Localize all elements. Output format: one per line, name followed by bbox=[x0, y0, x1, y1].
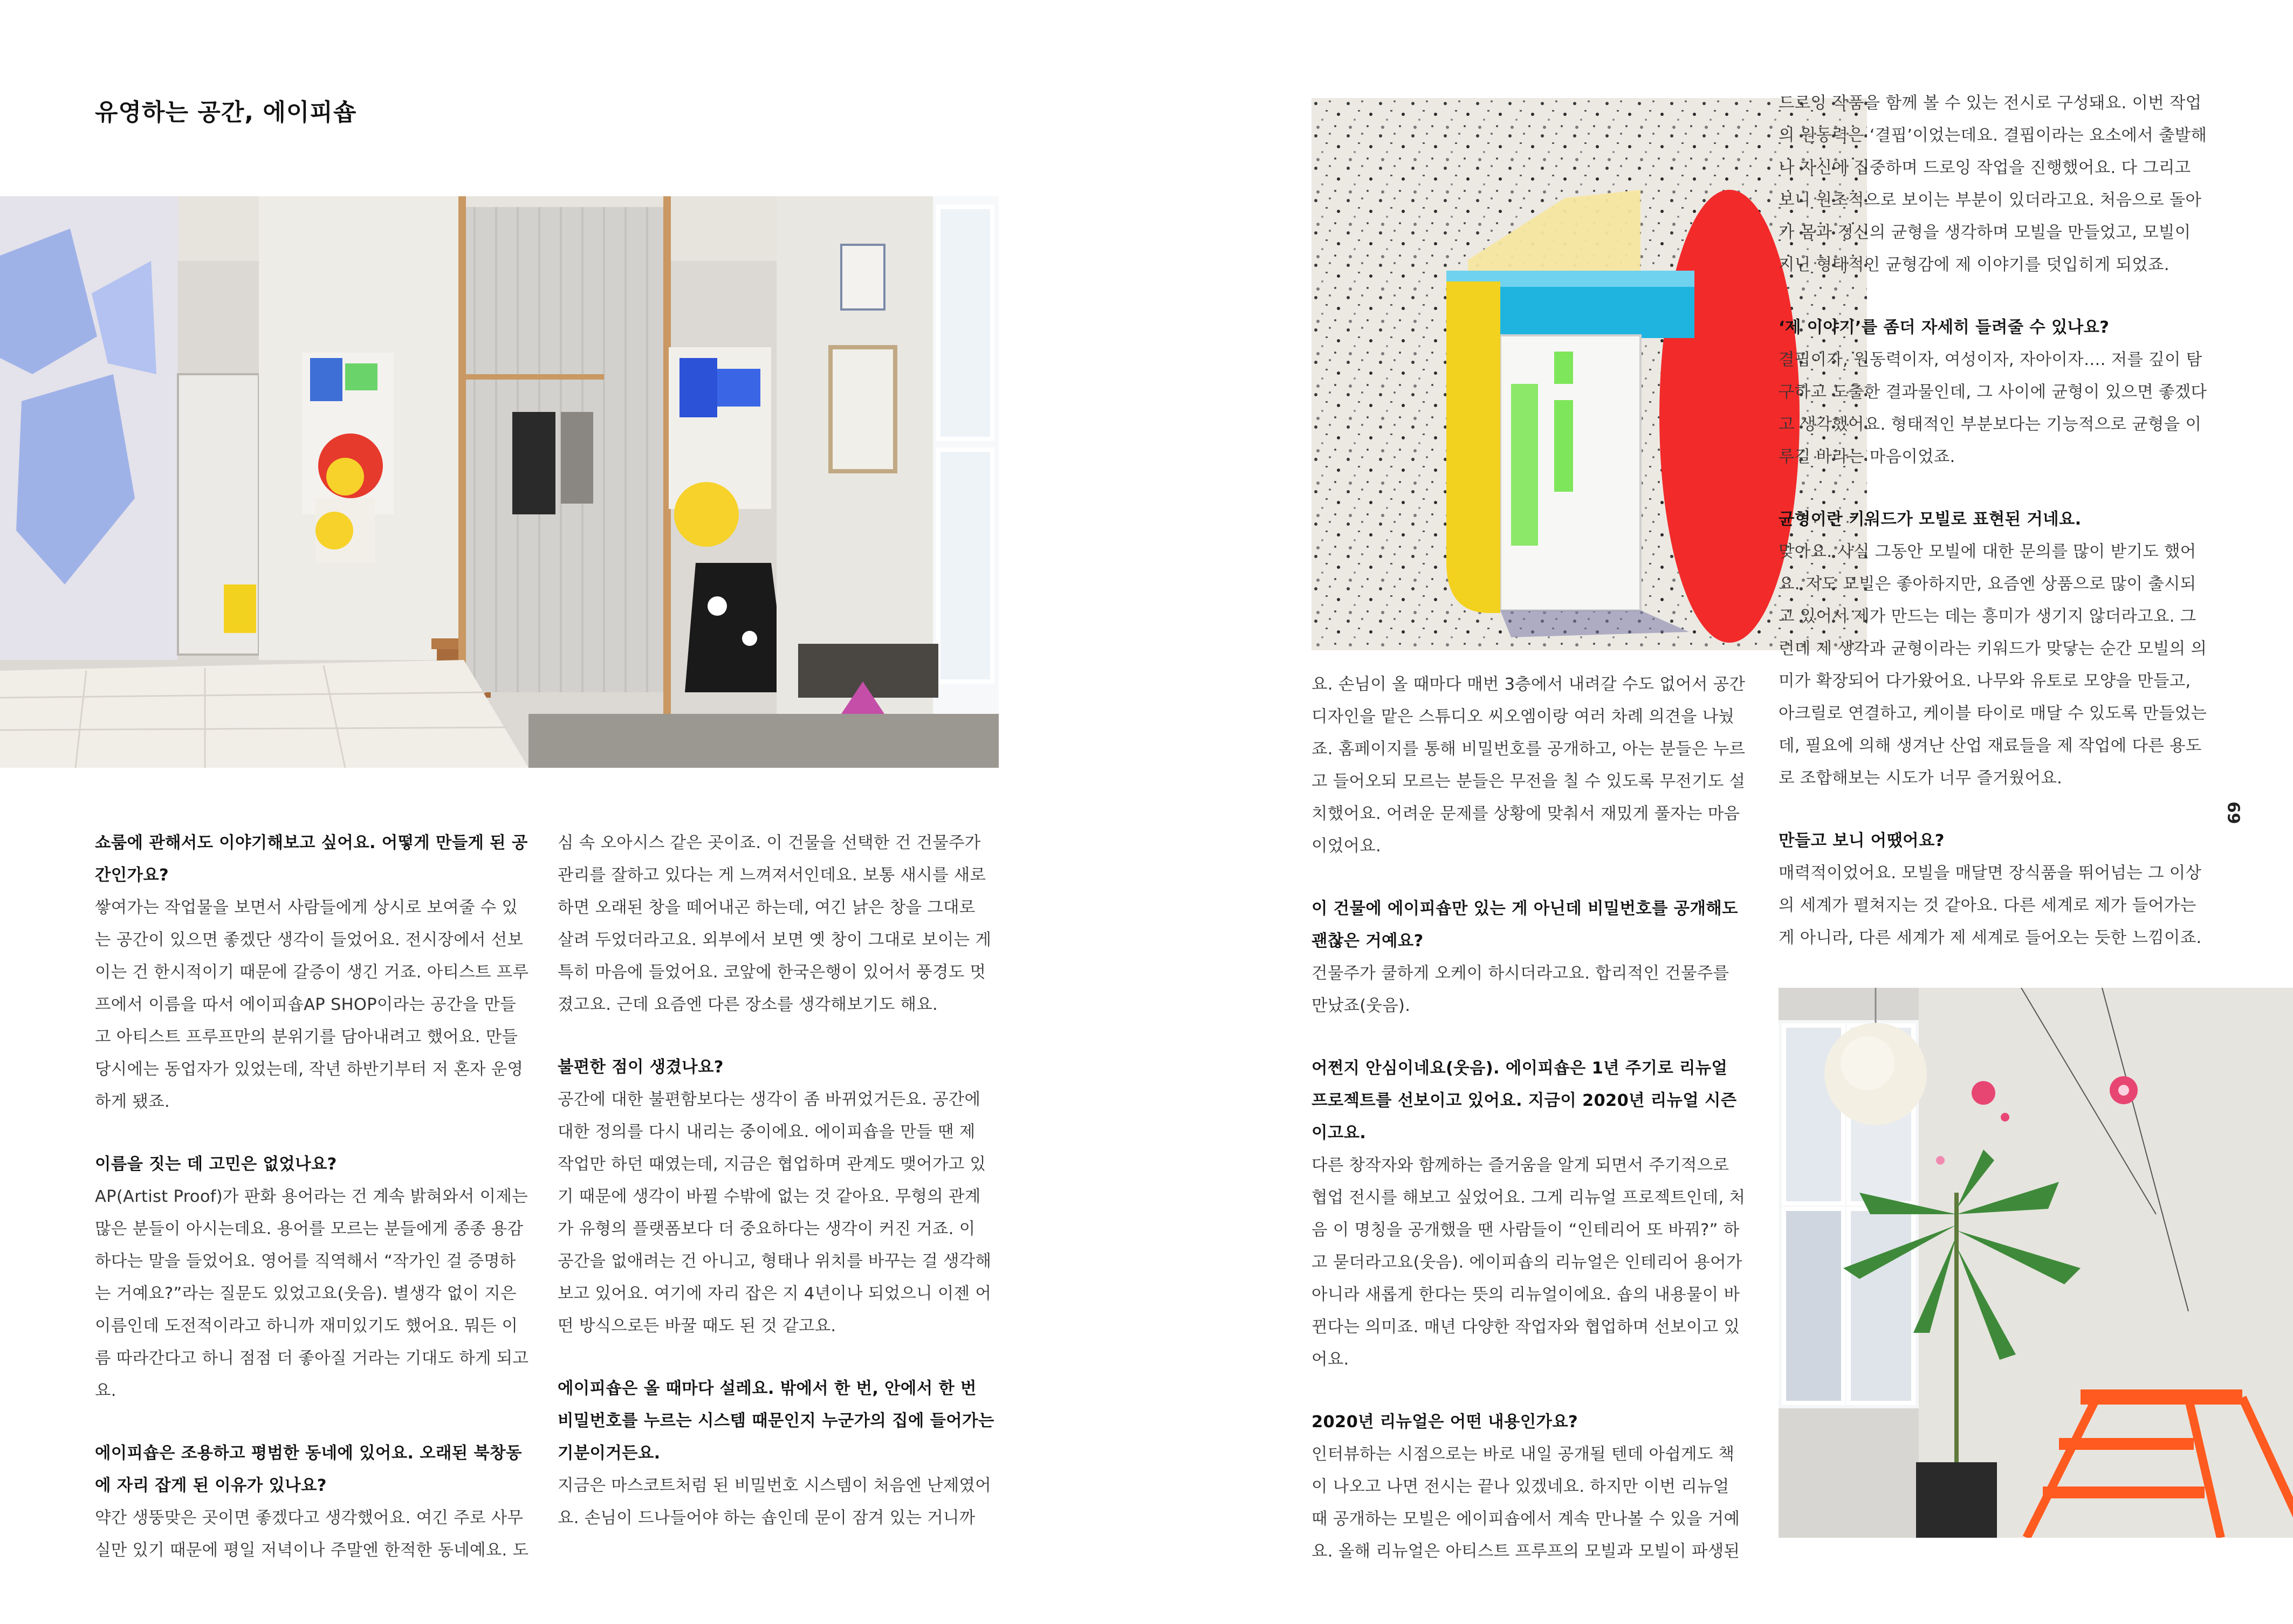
page-title: 유영하는 공간, 에이피숍 bbox=[95, 99, 357, 126]
text-column-2 bbox=[558, 827, 994, 1534]
answer-8-continued: 드로잉 작품을 함께 볼 수 있는 전시로 구성돼요. 이번 작업의 원동력은 ‘결핍’이었는데요. 결핍이라는 요소에서 출발해 나 자신에 집중하며 드로잉 작업을 진행했어요. 다 그리고 보니 원초적으로 보이는 부분이 있더라고요. 처음으로 돌아가 몸과 정신의 균형을 생각하며 모빌을 만들었고, 모빌이 지닌 형태적인 균형감에 제 이야기를 덧입히게 되었죠. bbox=[1779, 94, 2207, 274]
answer-7: 다른 창작자와 함께하는 즐거움을 알게 되면서 주기적으로 협업 전시를 해보고 싶었어요. 그게 리뉴얼 프로젝트인데, 처음 이 명칭을 공개했을 땐 사람들이 “인테리어 또 바꿔?” 하고 묻더라고요(웃음). 에이피숍의 리뉴얼은 인테리어 용어가 아니라 새롭게 한다는 뜻의 리뉴얼이에요. 숍의 내용물이 바뀐다는 의미죠. 매년 다양한 작업자와 협업하며 선보이고 있어요. bbox=[1312, 1156, 1746, 1369]
question-2: 이름을 짓는 데 고민은 없었나요? bbox=[95, 1155, 337, 1174]
answer-4: 공간에 대한 불편함보다는 생각이 좀 바뀌었거든요. 공간에 대한 정의를 다시 내리는 중이에요. 에이피숍을 만들 땐 제 작업만 하던 때였는데, 지금은 협업하며 관계도 맺어가고 있기 때문에 생각이 바뀔 수밖에 없는 것 같아요. 무형의 관계가 유형의 플랫폼보다 더 중요하다는 생각이 커진 거죠. 이 공간을 없애려는 건 아니고, 형태나 위치를 바꾸는 걸 생각해보고 있어요. 여기에 자리 잡은 지 4년이나 되었으니 이젠 어떤 방식으로든 바꿀 때도 된 것 같고요. bbox=[558, 1090, 992, 1336]
text-column-1 bbox=[95, 827, 532, 1567]
answer-9: 결핍이자, 원동력이자, 여성이자, 자아이자…. 저를 깊이 탐구하고 도출한 결과물인데, 그 사이에 균형이 있으면 좋겠다고 생각했어요. 형태적인 부분보다는 기능적으로 균형을 이루길 바라는 마음이었죠. bbox=[1779, 350, 2207, 466]
text-column-3 bbox=[1312, 669, 1747, 1568]
answer-8: 인터뷰하는 시점으로는 바로 내일 공개될 텐데 아쉽게도 책이 나오고 나면 전시는 끝나 있겠네요. 하지만 이번 리뉴얼 때 공개하는 모빌은 에이피숍에서 계속 만나볼 수 있을 거예요. 올해 리뉴얼은 아티스트 프루프의 모빌과 모빌이 파생된 bbox=[1312, 1445, 1740, 1561]
answer-3: 약간 생뚱맞은 곳이면 좋겠다고 생각했어요. 여긴 주로 사무실만 있기 때문에 평일 저녁이나 주말엔 한적한 동네예요. 도 bbox=[95, 1509, 529, 1560]
question-5: 에이피숍은 올 때마다 설레요. 밖에서 한 번, 안에서 한 번 비밀번호를 누르는 시스템 때문인지 누군가의 집에 들어가는 기분이거든요. bbox=[558, 1379, 994, 1463]
answer-10: 맞아요. 사실 그동안 모빌에 대한 문의를 많이 받기도 했어요. 저도 모빌은 좋아하지만, 요즘엔 상품으로 많이 출시되고 있어서 제가 만드는 데는 흥미가 생기지 않더라고요. 그런데 제 생각과 균형이라는 키워드가 맞닿는 순간 모빌의 의미가 확장되어 다가왔어요. 나무와 유토로 모양을 만들고, 아크릴로 연결하고, 케이블 타이로 매달 수 있도록 만들었는데, 필요에 의해 생겨난 산업 재료들을 제 작업에 다른 용도로 조합해보는 시도가 너무 즐거웠어요. bbox=[1779, 542, 2207, 788]
answer-5-continued: 요. 손님이 올 때마다 매번 3층에서 내려갈 수도 없어서 공간 디자인을 맡은 스튜디오 씨오엠이랑 여러 차례 의견을 나눴죠. 홈페이지를 통해 비밀번호를 공개하고, 아는 분들은 누르고 들어오되 모르는 분들은 무전을 칠 수 있도록 무전기도 설치했어요. 어려운 문제를 상황에 맞춰서 재밌게 풀자는 마음이었어요. bbox=[1312, 675, 1746, 856]
answer-5: 지금은 마스코트처럼 된 비밀번호 시스템이 처음엔 난제였어요. 손님이 드나들어야 하는 숍인데 문이 잠겨 있는 거니까 bbox=[558, 1476, 992, 1527]
question-4: 불편한 점이 생겼나요? bbox=[558, 1058, 724, 1077]
answer-2: AP(Artist Proof)가 판화 용어라는 건 계속 밝혀와서 이제는 많은 분들이 아시는데요. 용어를 모르는 분들에게 종종 용감하다는 말을 들었어요. 영어를 직역해서 “작가인 걸 증명하는 거예요?”라는 질문도 있었고요(웃음). 별생각 없이 지은 이름인데 도전적이라고 하니까 재미있기도 했어요. 뭐든 이름 따라간다고 하니 점점 더 좋아질 거라는 기대도 하게 되고요. bbox=[95, 1187, 529, 1400]
answer-6: 건물주가 쿨하게 오케이 하시더라고요. 합리적인 건물주를 만났죠(웃음). bbox=[1312, 964, 1729, 1015]
question-7: 어쩐지 안심이네요(웃음). 에이피숍은 1년 주기로 리뉴얼 프로젝트를 선보이고 있어요. 지금이 2020년 리뉴얼 시즌이고요. bbox=[1312, 1059, 1737, 1143]
answer-3-continued: 심 속 오아시스 같은 곳이죠. 이 건물을 선택한 건 건물주가 관리를 잘하고 있다는 게 느껴져서인데요. 보통 새시를 새로 하면 오래된 창을 떼어내곤 하는데, 여긴 낡은 창을 그대로 살려 두었더라고요. 외부에서 보면 옛 창이 그대로 보이는 게 특히 마음에 들었어요. 코앞에 한국은행이 있어서 풍경도 멋졌고요. 근데 요즘엔 다른 장소를 생각해보기도 해요. bbox=[558, 834, 992, 1014]
shop-interior-photo bbox=[0, 196, 999, 768]
question-8: 2020년 리뉴얼은 어떤 내용인가요? bbox=[1312, 1413, 1578, 1432]
answer-11: 매력적이었어요. 모빌을 매달면 장식품을 뛰어넘는 그 이상의 세계가 펼쳐지는 것 같아요. 다른 세계로 제가 들어가는 게 아니라, 다른 세계가 제 세계로 들어오는 듯한 느낌이죠. bbox=[1779, 864, 2202, 947]
page-number: 69 bbox=[2223, 801, 2243, 824]
question-11: 만들고 보니 어땠어요? bbox=[1779, 831, 1945, 850]
text-column-4 bbox=[1779, 87, 2210, 954]
question-10: 균형이란 키워드가 모빌로 표현된 거네요. bbox=[1779, 510, 2082, 529]
answer-1: 쌓여가는 작업물을 보면서 사람들에게 상시로 보여줄 수 있는 공간이 있으면 좋겠단 생각이 들었어요. 전시장에서 선보이는 건 한시적이기 때문에 갈증이 생긴 거죠. 아티스트 프루프에서 이름을 따서 에이피숍AP SHOP이라는 공간을 만들고 아티스트 프루프만의 분위기를 담아내려고 했어요. 만들 당시에는 동업자가 있었는데, 작년 하반기부터 저 혼자 운영하게 됐죠. bbox=[95, 898, 529, 1111]
question-9: ‘제 이야기’를 좀더 자세히 들려줄 수 있나요? bbox=[1779, 318, 2110, 337]
question-1: 쇼룸에 관해서도 이야기해보고 싶어요. 어떻게 만들게 된 공간인가요? bbox=[95, 834, 528, 885]
question-3: 에이피숍은 조용하고 평범한 동네에 있어요. 오래된 북창동에 자리 잡게 된 이유가 있나요? bbox=[95, 1444, 522, 1495]
mobile-room-photo bbox=[1779, 988, 2293, 1538]
question-6: 이 건물에 에이피숍만 있는 게 아닌데 비밀번호를 공개해도 괜찮은 거예요? bbox=[1312, 899, 1738, 951]
